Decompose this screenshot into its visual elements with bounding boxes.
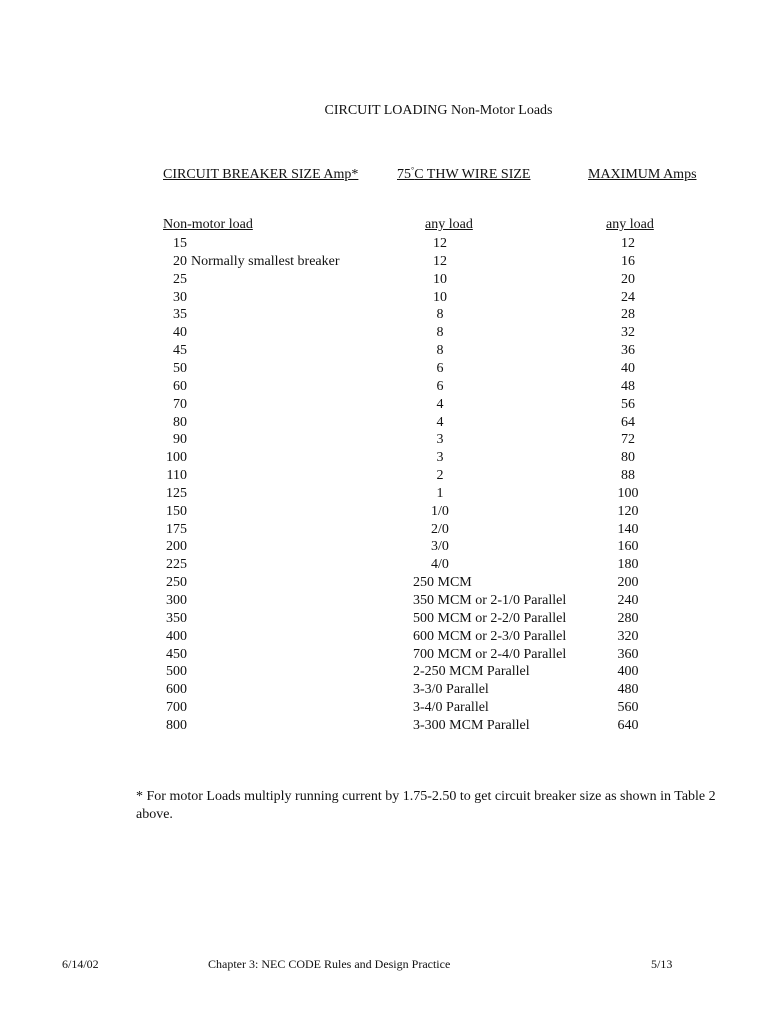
table-row [0,396,768,414]
breaker-size-cell: 700 [166,700,187,716]
maximum-amps-cell: 12 [621,236,635,251]
wire-size-cell: 6 [436,378,444,394]
table-row [0,342,768,360]
maximum-amps-cell: 28 [621,307,635,323]
breaker-size-cell: 60 [173,378,187,394]
wire-size-header [397,167,530,183]
wire-size-cell: 10 [433,289,447,305]
table-row [0,324,768,342]
breaker-size-header: CIRCUIT BREAKER SIZE Amp* [163,167,359,182]
wire-size-cell: 4 [436,396,444,412]
table-row [0,485,768,503]
wire-size-header-suffix: C THW WIRE SIZE [414,167,531,182]
page-title: CIRCUIT LOADING Non-Motor Loads [324,103,553,118]
maximum-amps-cell: 280 [617,610,639,626]
breaker-size-cell: 40 [173,325,187,341]
maximum-amps-cell: 36 [621,343,635,359]
table-row [0,610,768,628]
table-row [0,699,768,717]
wire-size-cell: 250 MCM [413,575,472,591]
table-row [0,306,768,324]
footer-date: 6/14/02 [62,957,99,971]
wire-size-cell: 8 [436,307,444,323]
wire-size-cell: 8 [436,343,444,359]
footer-page-number: 5/13 [651,957,673,971]
table-row [0,538,768,556]
maximum-amps-cell: 320 [617,628,639,644]
table-row [0,574,768,592]
maximum-amps-cell: 640 [617,717,639,733]
table-row [0,628,768,646]
table-row [0,681,768,699]
maximum-amps-cell: 180 [617,557,639,573]
maximum-amps-cell: 120 [617,503,639,519]
breaker-size-cell: 45 [173,343,187,359]
footer-chapter: Chapter 3: NEC CODE Rules and Design Practice [208,957,451,971]
table-row [0,360,768,378]
breaker-size-cell: 450 [166,646,187,662]
wire-size-cell: 3-4/0 Parallel [413,700,489,716]
table-row [0,431,768,449]
breaker-size-cell: 80 [173,414,187,430]
table-row [0,235,768,253]
maximum-amps-cell: 32 [621,325,635,341]
breaker-size-cell: 20 [173,253,187,269]
breaker-size-cell: 250 [166,575,187,591]
maximum-amps-cell: 24 [621,289,635,305]
breaker-size-cell: 100 [166,450,187,466]
breaker-size-cell: 175 [166,521,187,537]
maximum-amps-cell: 140 [617,521,639,537]
breaker-size-cell: 200 [166,539,187,555]
breaker-size-cell: 300 [166,593,187,608]
breaker-size-cell: 50 [173,360,187,376]
maximum-amps-cell: 16 [621,253,635,269]
wire-subheader: any load [425,217,473,232]
wire-size-cell: 700 MCM or 2-4/0 Parallel [413,646,567,662]
wire-size-cell: 3-300 MCM Parallel [413,717,530,733]
table-row [0,521,768,539]
breaker-size-cell: 150 [166,503,187,519]
breaker-size-cell: 110 [166,468,187,484]
breaker-size-cell: 25 [173,271,187,287]
wire-size-cell: 3/0 [431,539,449,555]
table-row [0,556,768,574]
table-row [0,592,768,610]
table-row [0,663,768,681]
breaker-size-cell: 15 [173,236,187,251]
wire-size-cell: 1/0 [431,503,449,519]
wire-size-cell: 8 [436,325,444,341]
breaker-size-cell: 90 [173,432,187,448]
maximum-amps-header: MAXIMUM Amps [588,167,697,182]
breaker-size-cell: 600 [166,682,187,698]
breaker-size-cell: 70 [173,396,187,412]
breaker-subheader: Non-motor load [163,217,253,232]
wire-size-cell: 6 [436,360,444,376]
table-row [0,271,768,289]
wire-size-cell: 3-3/0 Parallel [413,682,489,698]
wire-size-cell: 3 [436,432,444,448]
table-row [0,253,768,271]
breaker-size-cell: 125 [166,485,187,501]
table-row [0,503,768,521]
maximum-amps-cell: 200 [617,575,639,591]
maximum-amps-cell: 72 [621,432,635,448]
maximum-amps-cell: 100 [617,485,639,501]
breaker-size-cell: 35 [173,307,187,323]
wire-size-cell: 3 [436,450,444,466]
maximum-amps-cell: 360 [617,646,639,662]
breaker-note-cell: Normally smallest breaker [191,253,340,269]
table-row [0,289,768,307]
wire-size-cell: 12 [433,236,447,251]
wire-size-cell: 2 [436,468,444,484]
table-row [0,378,768,396]
maximum-amps-cell: 480 [617,682,639,698]
maximum-amps-cell: 88 [621,468,635,484]
degree-symbol: ° [411,165,415,175]
maximum-amps-cell: 48 [621,378,635,394]
breaker-size-cell: 400 [166,628,187,644]
max-subheader: any load [606,217,654,232]
wire-size-header-prefix: 75 [397,167,411,182]
wire-size-cell: 350 MCM or 2-1/0 Parallel [413,593,567,608]
table-row [0,414,768,432]
wire-size-cell: 500 MCM or 2-2/0 Parallel [413,610,567,626]
table-row [0,449,768,467]
wire-size-cell: 4/0 [431,557,449,573]
wire-size-cell: 1 [436,485,444,501]
maximum-amps-cell: 240 [617,593,639,608]
table-row [0,467,768,485]
maximum-amps-cell: 64 [621,414,635,430]
maximum-amps-cell: 20 [621,271,635,287]
maximum-amps-cell: 560 [617,700,639,716]
breaker-size-cell: 30 [173,289,187,305]
maximum-amps-cell: 56 [621,396,635,412]
maximum-amps-cell: 40 [621,360,635,376]
table-row [0,717,768,735]
footnote: * For motor Loads multiply running current by 1.75-2.50 to get circuit breaker size as shown in Table 2 above. [136,789,716,822]
wire-size-cell: 10 [433,271,447,287]
maximum-amps-cell: 80 [621,450,635,466]
table-row [0,646,768,664]
wire-size-cell: 12 [433,253,447,269]
wire-size-cell: 2-250 MCM Parallel [413,664,530,680]
maximum-amps-cell: 160 [617,539,639,555]
maximum-amps-cell: 400 [617,664,639,680]
breaker-size-cell: 350 [166,610,187,626]
breaker-size-cell: 500 [166,664,187,680]
wire-size-cell: 2/0 [431,521,449,537]
wire-size-cell: 4 [436,414,444,430]
breaker-size-cell: 800 [166,717,187,733]
breaker-size-cell: 225 [166,557,187,573]
wire-size-cell: 600 MCM or 2-3/0 Parallel [413,628,567,644]
